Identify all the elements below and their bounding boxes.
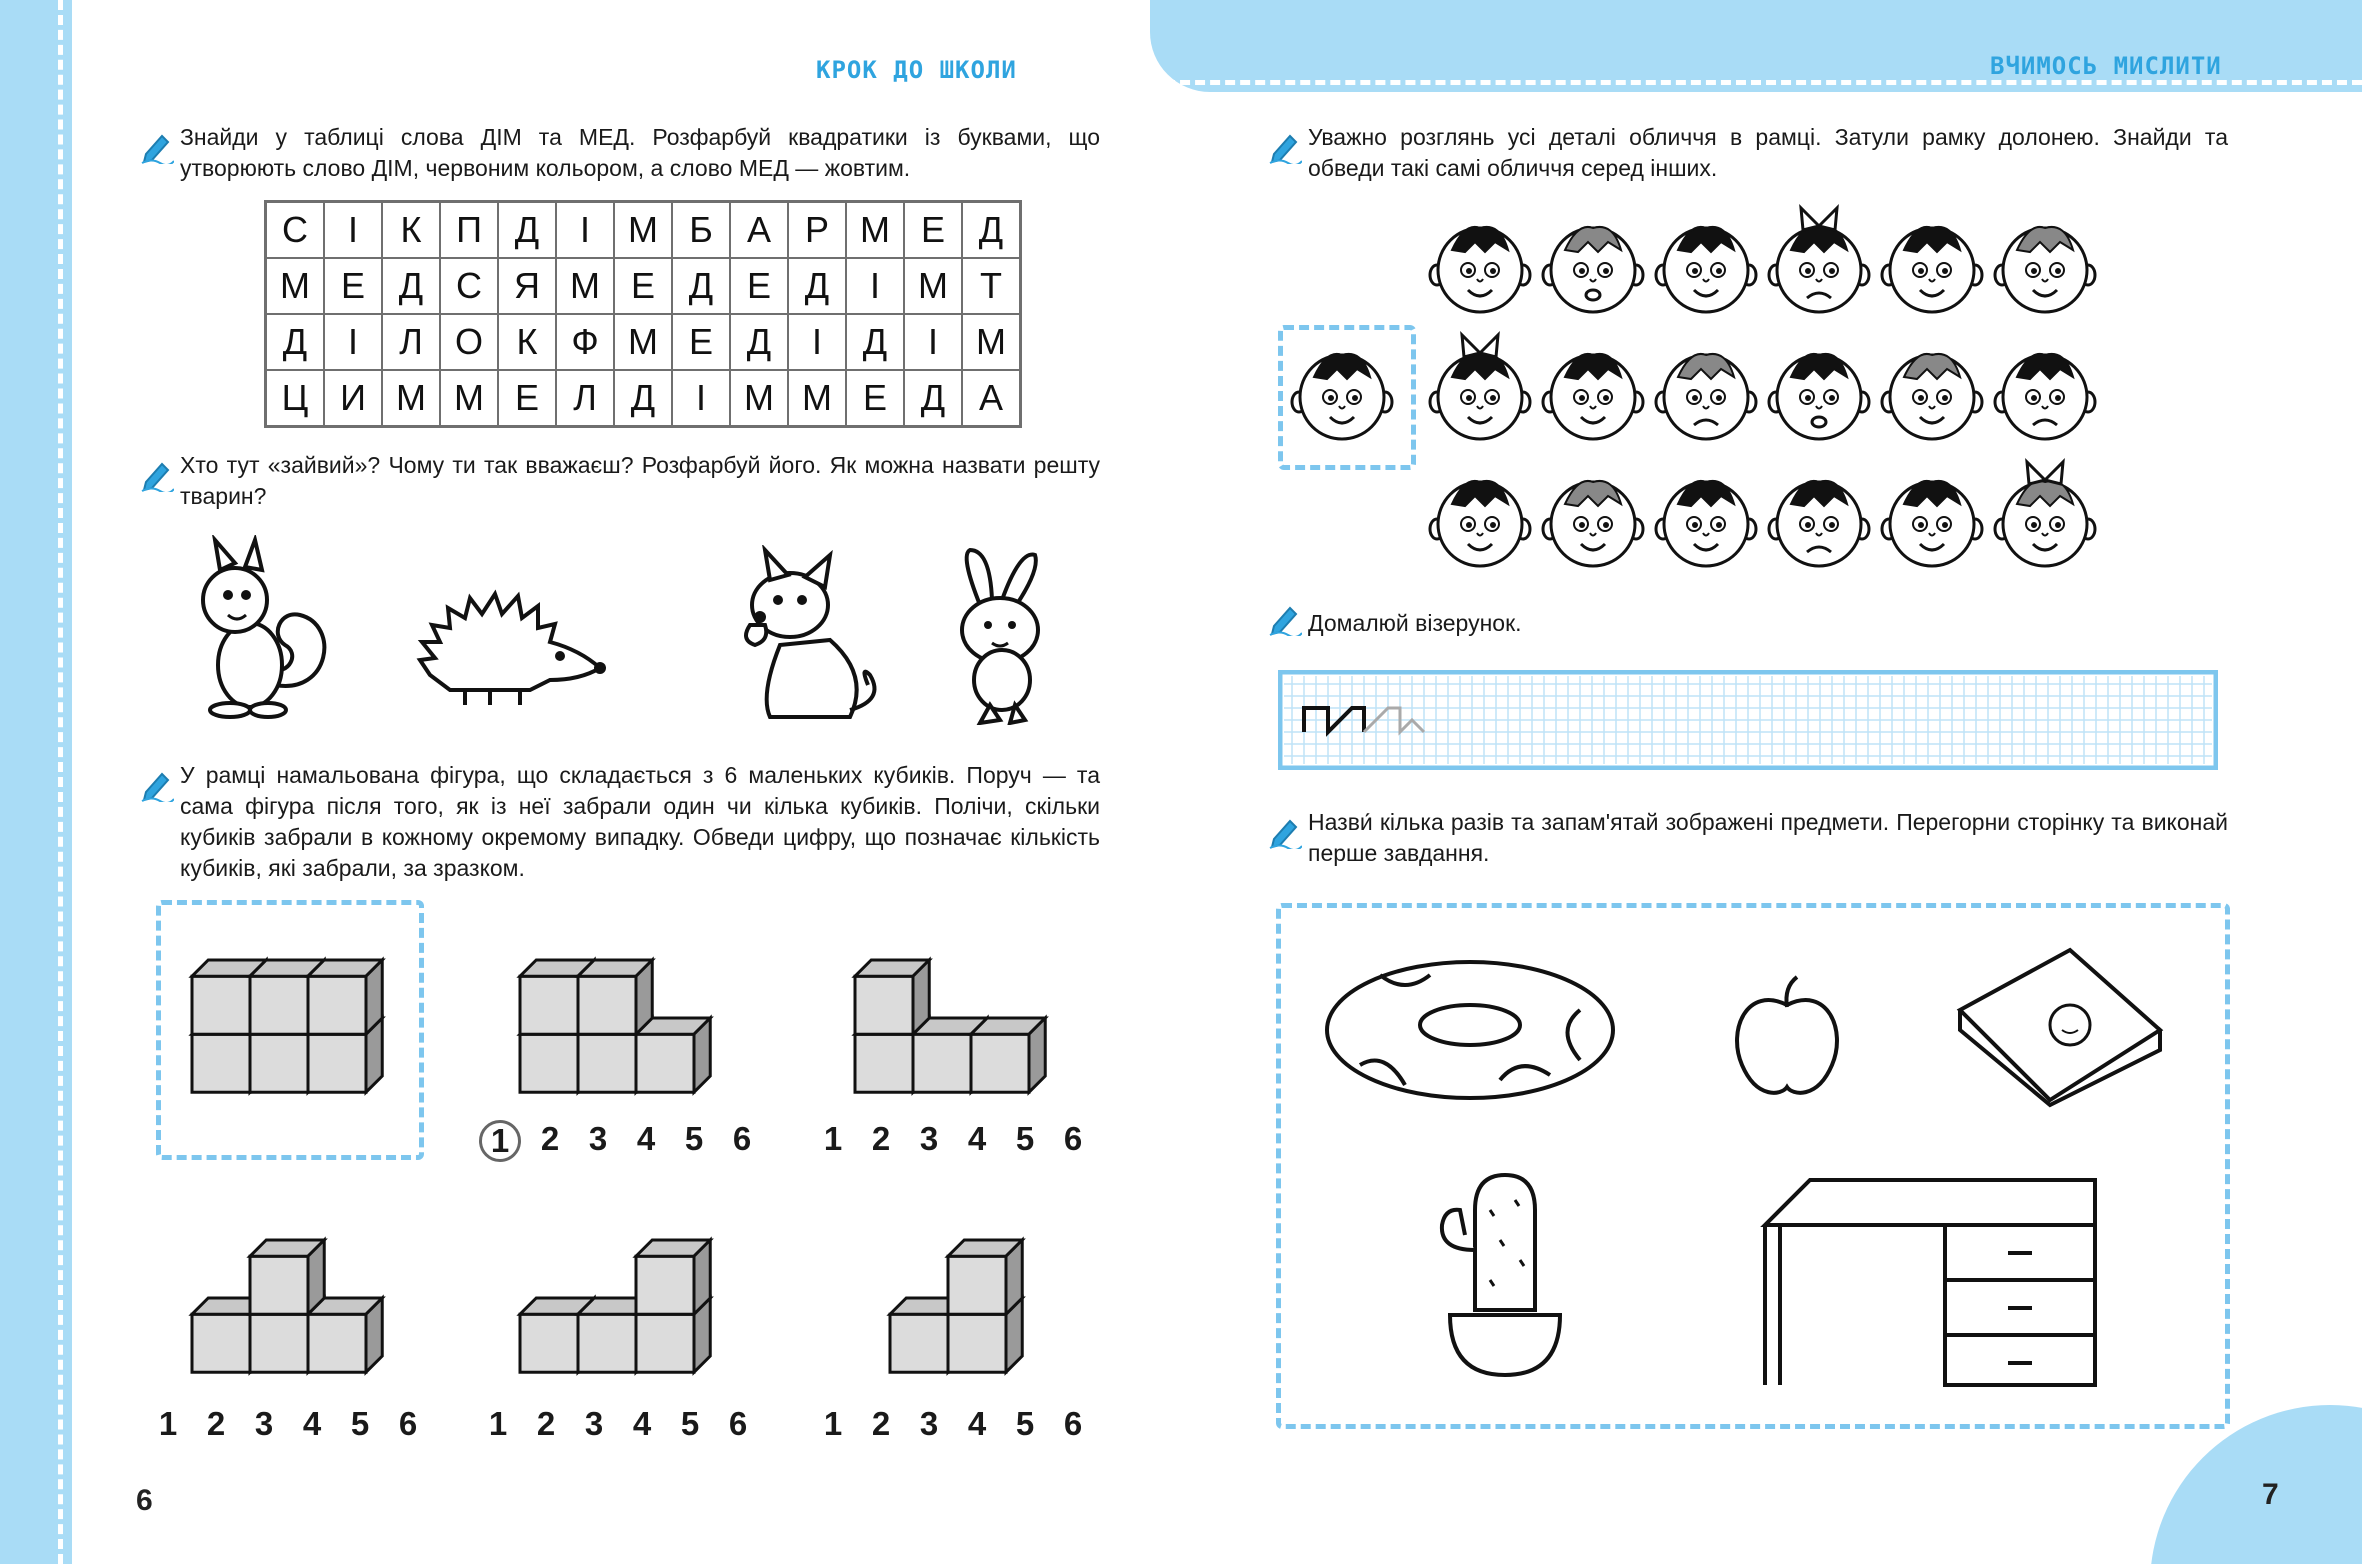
cube-face (890, 1314, 948, 1372)
cube-figure (520, 1240, 710, 1372)
answer-number[interactable]: 2 (871, 1405, 891, 1442)
cube-face (192, 976, 250, 1034)
face-icon[interactable] (1543, 227, 1643, 312)
grid-cell[interactable]: Д (788, 258, 846, 314)
face-icon[interactable] (1430, 227, 1530, 312)
grid-cell[interactable]: І (556, 202, 614, 259)
answer-number[interactable]: 2 (206, 1405, 226, 1442)
answer-number[interactable]: 6 (728, 1405, 748, 1442)
cube-face (636, 1256, 694, 1314)
grid-cell[interactable]: И (324, 370, 382, 427)
cube-face (971, 1034, 1029, 1092)
face-icon[interactable] (1769, 208, 1869, 312)
face-icon[interactable] (1882, 481, 1982, 566)
grid-cell[interactable]: М (614, 314, 672, 370)
face-icon[interactable] (1995, 227, 2095, 312)
cube-face (250, 976, 308, 1034)
answer-number[interactable]: 1 (823, 1405, 843, 1442)
answer-number[interactable]: 1 (158, 1405, 178, 1442)
grid-cell[interactable]: Ц (266, 370, 325, 427)
answer-numbers-3[interactable] (155, 1405, 421, 1443)
grid-cell[interactable]: М (962, 314, 1021, 370)
left-page-header: КРОК ДО ШКОЛИ (816, 56, 1017, 84)
grid-cell[interactable]: І (788, 314, 846, 370)
answer-number[interactable]: 4 (636, 1120, 656, 1157)
answer-numbers-4[interactable] (485, 1405, 751, 1443)
answer-number[interactable]: 5 (350, 1405, 370, 1442)
cactus-icon[interactable] (1420, 1170, 1580, 1380)
grid-cell[interactable]: М (440, 370, 498, 427)
cube-face (578, 1314, 636, 1372)
cube-face (308, 1034, 366, 1092)
grid-cell[interactable]: І (904, 314, 962, 370)
grid-cell[interactable]: М (730, 370, 788, 427)
grid-cell[interactable]: І (846, 258, 904, 314)
grid-cell[interactable]: Т (962, 258, 1021, 314)
face-icon[interactable] (1430, 481, 1530, 566)
grid-cell[interactable]: М (904, 258, 962, 314)
letter-grid[interactable] (264, 200, 1022, 428)
cube-face (578, 976, 636, 1034)
grid-row (266, 202, 1021, 259)
hedgehog-icon[interactable] (410, 580, 610, 710)
grid-cell[interactable]: Е (730, 258, 788, 314)
grid-cell[interactable]: І (672, 370, 730, 427)
grid-row (266, 314, 1021, 370)
task-memory-text: Назви́ кілька разів та запам'ятай зображені предмети. Перегорни сторінку та виконай перше завдання. (1308, 809, 2228, 866)
cube-face (192, 1314, 250, 1372)
grid-cell[interactable]: Д (730, 314, 788, 370)
cube-face (308, 976, 366, 1034)
grid-cell[interactable]: М (382, 370, 440, 427)
task-cubes-text: У рамці намальована фігура, що складається з 6 маленьких кубиків. Поруч — та сама фігура після того, як із неї забрали один чи кілька кубиків. Полічи, скільки кубиків забрали в кожному окремому випадку. Обведи цифру, що позначає кількість кубиків, які забрали, за зразком. (180, 762, 1100, 881)
cube-figure (890, 1240, 1022, 1372)
rabbit-icon[interactable] (930, 545, 1070, 725)
book-icon[interactable] (1950, 940, 2170, 1110)
grid-cell[interactable]: Ф (556, 314, 614, 370)
grid-cell[interactable]: І (324, 314, 382, 370)
face-icon[interactable] (1543, 354, 1643, 439)
grid-cell[interactable]: Д (382, 258, 440, 314)
left-dash-line (58, 0, 63, 1564)
grid-cell[interactable]: Е (672, 314, 730, 370)
grid-cell[interactable]: Л (382, 314, 440, 370)
cube-face (520, 1314, 578, 1372)
face-icon[interactable] (1769, 354, 1869, 439)
pattern-grid[interactable] (1278, 670, 2218, 770)
grid-cell[interactable]: М (788, 370, 846, 427)
dog-icon[interactable] (720, 545, 890, 725)
pencil-icon (140, 458, 174, 492)
cube-face (636, 1034, 694, 1092)
cube-face (520, 976, 578, 1034)
grid-cell[interactable]: С (440, 258, 498, 314)
grid-cell[interactable]: Я (498, 258, 556, 314)
cube-face (913, 1034, 971, 1092)
cube-face (636, 1314, 694, 1372)
task-odd-text: Хто тут «зайвий»? Чому ти так вважаєш? Розфарбуй його. Як можна назвати решту тварин? (180, 452, 1100, 509)
left-page-number: 6 (136, 1484, 153, 1517)
grid-cell[interactable]: Е (846, 370, 904, 427)
pencil-icon (140, 768, 174, 802)
face-icon[interactable] (1882, 227, 1982, 312)
grid-cell[interactable]: Д (614, 370, 672, 427)
cube-face (192, 1034, 250, 1092)
grid-cell[interactable]: Р (788, 202, 846, 259)
cube-face (948, 1314, 1006, 1372)
pencil-icon (1268, 815, 1302, 849)
answer-number[interactable]: 4 (302, 1405, 322, 1442)
face-icon[interactable] (1656, 354, 1756, 439)
face-icon[interactable] (1543, 481, 1643, 566)
grid-cell[interactable]: Л (556, 370, 614, 427)
answer-number[interactable]: 1 (479, 1120, 521, 1162)
answer-number[interactable]: 5 (680, 1405, 700, 1442)
apple-icon[interactable] (1722, 975, 1852, 1105)
answer-number[interactable]: 3 (919, 1120, 939, 1157)
cube-figure (192, 1240, 382, 1372)
answer-number[interactable]: 6 (398, 1405, 418, 1442)
answer-number[interactable]: 6 (732, 1120, 752, 1157)
grid-row (266, 370, 1021, 427)
cube-figure (520, 960, 710, 1092)
grid-cell[interactable]: Е (614, 258, 672, 314)
cube-face (855, 976, 913, 1034)
face-icon[interactable] (1769, 481, 1869, 566)
answer-number[interactable]: 3 (588, 1120, 608, 1157)
squirrel-icon[interactable] (180, 535, 340, 720)
pencil-icon (140, 130, 174, 164)
cube-face (308, 1314, 366, 1372)
cube-face (250, 1314, 308, 1372)
grid-cell[interactable]: М (556, 258, 614, 314)
grid-cell[interactable]: М (614, 202, 672, 259)
cube-face (855, 1034, 913, 1092)
grid-row (266, 258, 1021, 314)
grid-cell[interactable]: Д (498, 202, 556, 259)
answer-number[interactable]: 5 (684, 1120, 704, 1157)
answer-number[interactable]: 4 (967, 1120, 987, 1157)
answer-number[interactable]: 2 (536, 1405, 556, 1442)
cube-face (520, 1034, 578, 1092)
face-icon[interactable] (1882, 354, 1982, 439)
cube-face (250, 1034, 308, 1092)
face-icon[interactable] (1430, 335, 1530, 439)
top-dash-line (1150, 80, 2362, 85)
answer-number[interactable]: 1 (823, 1120, 843, 1157)
answer-number[interactable]: 6 (1063, 1405, 1083, 1442)
grid-cell[interactable]: П (440, 202, 498, 259)
task-faces-text: Уважно розглянь усі деталі обличчя в рамці. Затули рамку долонею. Знайди та обведи такі самі обличчя серед інших. (1308, 124, 2228, 181)
answer-number[interactable]: 2 (871, 1120, 891, 1157)
face-icon[interactable] (1656, 481, 1756, 566)
cube-figure (855, 960, 1045, 1092)
pencil-icon (1268, 602, 1302, 636)
grid-cell[interactable]: М (266, 258, 325, 314)
answer-number[interactable]: 4 (967, 1405, 987, 1442)
task-words-text: Знайди у таблиці слова ДІМ та МЕД. Розфарбуй квадратики із буквами, що утворюють слово ДІМ, червоним кольором, а слово МЕД — жовтим. (180, 124, 1100, 181)
answer-number[interactable]: 5 (1015, 1405, 1035, 1442)
task-pattern-text: Домалюй візерунок. (1308, 610, 1522, 636)
cube-figure (192, 960, 382, 1092)
answer-number[interactable]: 3 (584, 1405, 604, 1442)
grid-cell[interactable]: Д (846, 314, 904, 370)
answer-number[interactable]: 3 (254, 1405, 274, 1442)
answer-numbers-1[interactable] (485, 1120, 755, 1162)
grid-cell[interactable]: А (962, 370, 1021, 427)
answer-number[interactable]: 1 (488, 1405, 508, 1442)
cube-face (578, 1034, 636, 1092)
grid-cell[interactable]: С (266, 202, 325, 259)
answer-numbers-2[interactable] (820, 1120, 1086, 1158)
grid-cell[interactable]: Д (266, 314, 325, 370)
right-page-header: ВЧИМОСЬ МИСЛИТИ (1990, 52, 2222, 80)
grid-cell[interactable]: Д (904, 370, 962, 427)
grid-cell[interactable]: О (440, 314, 498, 370)
grid-cell[interactable]: Б (672, 202, 730, 259)
faces-grid (1280, 200, 2100, 580)
grid-cell[interactable]: А (730, 202, 788, 259)
grid-cell[interactable]: Д (672, 258, 730, 314)
grid-cell[interactable]: К (382, 202, 440, 259)
pencil-icon (1268, 130, 1302, 164)
grid-cell[interactable]: І (324, 202, 382, 259)
answer-number[interactable]: 5 (1015, 1120, 1035, 1157)
answer-number[interactable]: 3 (919, 1405, 939, 1442)
answer-number[interactable]: 4 (632, 1405, 652, 1442)
grid-cell[interactable]: Е (904, 202, 962, 259)
grid-cell[interactable]: Д (962, 202, 1021, 259)
cube-face (250, 1256, 308, 1314)
face-icon[interactable] (1292, 354, 1392, 439)
grid-cell[interactable]: Е (498, 370, 556, 427)
grid-cell[interactable]: М (846, 202, 904, 259)
swim-ring-icon[interactable] (1320, 955, 1620, 1105)
grid-cell[interactable]: Е (324, 258, 382, 314)
face-icon[interactable] (1995, 354, 2095, 439)
answer-number[interactable]: 6 (1063, 1120, 1083, 1157)
face-icon[interactable] (1995, 462, 2095, 566)
face-icon[interactable] (1656, 227, 1756, 312)
desk-icon[interactable] (1750, 1175, 2105, 1395)
cube-face (948, 1256, 1006, 1314)
answer-number[interactable]: 2 (540, 1120, 560, 1157)
right-page-number: 7 (2262, 1478, 2279, 1511)
grid-cell[interactable]: К (498, 314, 556, 370)
answer-numbers-5[interactable] (820, 1405, 1086, 1443)
